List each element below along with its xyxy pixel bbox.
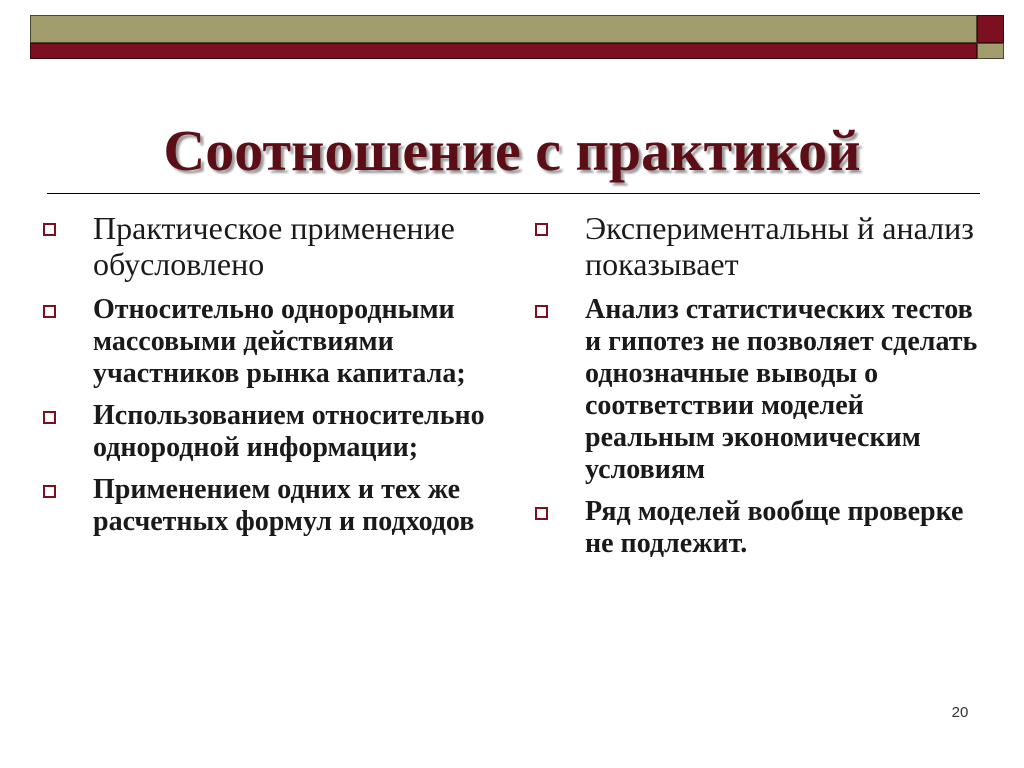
hollow-square-icon bbox=[535, 223, 548, 236]
hollow-square-icon bbox=[43, 411, 56, 424]
corner-square-olive bbox=[977, 43, 1004, 59]
left-bullet-list bbox=[40, 210, 510, 548]
list-item-text: Ряд моделей вообще проверке не подлежит. bbox=[585, 496, 964, 559]
list-item bbox=[40, 400, 510, 464]
list-item bbox=[532, 210, 992, 282]
hollow-square-icon bbox=[43, 223, 56, 236]
list-item bbox=[40, 294, 510, 390]
list-item-text: Относительно однородными массовыми действиями участников рынка капитала; bbox=[93, 294, 466, 389]
list-item bbox=[40, 210, 510, 282]
title-divider bbox=[47, 193, 980, 194]
list-item bbox=[532, 496, 992, 560]
list-item bbox=[532, 294, 992, 486]
header-band-olive bbox=[30, 15, 977, 43]
hollow-square-icon bbox=[43, 485, 56, 498]
right-bullet-list bbox=[532, 210, 992, 570]
list-item-text: Анализ статистических тестов и гипотез не позволяет сделать однозначные выводы о соответствии моделей реальным экономическим условиям bbox=[585, 294, 978, 485]
hollow-square-icon bbox=[43, 305, 56, 318]
page-number: 20 bbox=[951, 704, 969, 721]
hollow-square-icon bbox=[535, 305, 548, 318]
list-item-text: Практическое применение обусловлено bbox=[93, 210, 455, 282]
slide-title: Соотношение с практикой bbox=[163, 118, 861, 183]
list-item-text: Применением одних и тех же расчетных формул и подходов bbox=[93, 474, 475, 537]
header-band-maroon bbox=[30, 43, 977, 59]
corner-square-maroon bbox=[977, 15, 1004, 43]
list-item-text: Использованием относительно однородной информации; bbox=[93, 400, 485, 463]
list-item bbox=[40, 474, 510, 538]
hollow-square-icon bbox=[535, 507, 548, 520]
list-item-text: Экспериментальны й анализ показывает bbox=[585, 210, 974, 282]
